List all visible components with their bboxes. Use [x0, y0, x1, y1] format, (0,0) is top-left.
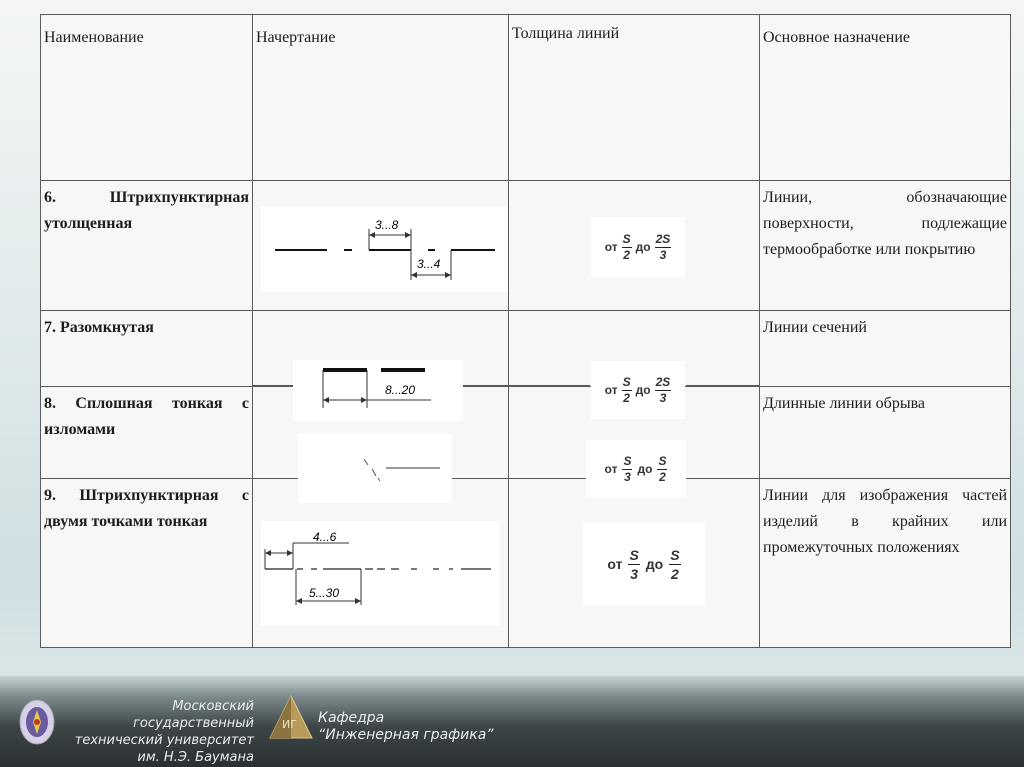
line-name: 9. Штрихпунктирная с двумя точками тонкая — [44, 487, 249, 530]
pyramid-logo-icon — [266, 692, 316, 744]
line-purpose: Линии сечений — [763, 319, 867, 336]
dimension-label: 5...30 — [309, 586, 340, 600]
header-cell — [760, 15, 1011, 181]
footer-bar — [0, 676, 1024, 767]
row-connector-line — [452, 478, 586, 479]
dimension-label: 3...4 — [417, 257, 441, 271]
style-cell — [253, 181, 509, 311]
table-row — [41, 387, 1011, 479]
header-cell — [41, 15, 253, 181]
line-name: 6. Штрихпунктирная утолщенная — [44, 189, 249, 232]
header-style: Начертание — [256, 29, 336, 46]
header-cell — [509, 15, 760, 181]
table-row — [41, 479, 1011, 648]
university-crest-icon — [18, 698, 56, 746]
name-cell — [41, 311, 253, 387]
open-section-line-drawing — [293, 360, 463, 421]
purpose-cell — [760, 311, 1011, 387]
two-dot-dash-thin-line-drawing — [261, 521, 500, 625]
row-connector-line — [253, 385, 293, 386]
dimension-label: 4...6 — [313, 530, 337, 544]
header-name: Наименование — [44, 29, 144, 46]
line-purpose: Линии для изображения частей изделий в крайних или промежуточных положениях — [763, 487, 1007, 556]
table-row — [41, 181, 1011, 311]
row-connector-line — [253, 478, 298, 479]
name-cell — [41, 387, 253, 479]
header-thickness: Толщина линий — [512, 25, 620, 42]
header-cell — [253, 15, 509, 181]
table-row — [41, 311, 1011, 387]
dimension-label: 3...8 — [375, 218, 399, 232]
row-connector-line — [686, 385, 760, 386]
department-name: Кафедра “Инженерная графика” — [318, 710, 494, 743]
thickness-formula: от $\frac{S}{2}$ до $\frac{2S}{3}$ — [591, 217, 685, 277]
purpose-cell — [760, 181, 1011, 311]
dimension-label: 8...20 — [385, 383, 416, 397]
break-line-drawing — [298, 434, 452, 503]
thickness-formula: от $\frac{S}{3}$ до $\frac{S}{2}$ — [582, 523, 706, 605]
purpose-cell — [760, 479, 1011, 648]
line-purpose: Длинные линии обрыва — [763, 395, 926, 412]
thickness-cell — [509, 479, 760, 648]
thickness-formula: от $\frac{S}{2}$ до $\frac{2S}{3}$ — [591, 361, 685, 419]
line-purpose: Линии, обозначающие поверхности, подлежащие термообработке или покрытию — [763, 189, 1007, 258]
row-connector-line — [686, 478, 760, 479]
dash-dot-thick-line-drawing — [261, 207, 507, 292]
university-name: Московский государственный технический университет им. Н.Э. Баумана — [74, 699, 254, 765]
style-cell — [253, 479, 509, 648]
name-cell — [41, 181, 253, 311]
header-purpose: Основное назначение — [763, 29, 911, 46]
svg-text:ИГ: ИГ — [282, 718, 297, 731]
purpose-cell — [760, 387, 1011, 479]
line-name: 7. Разомкнутая — [44, 319, 154, 336]
lines-table — [40, 14, 1011, 648]
row-connector-line — [462, 385, 590, 386]
thickness-formula: от $\frac{S}{3}$ до $\frac{S}{2}$ — [586, 440, 686, 498]
line-name: 8. Сплошная тонкая с изломами — [44, 395, 249, 438]
name-cell — [41, 479, 253, 648]
thickness-cell — [509, 181, 760, 311]
table-header-row — [41, 15, 1011, 181]
